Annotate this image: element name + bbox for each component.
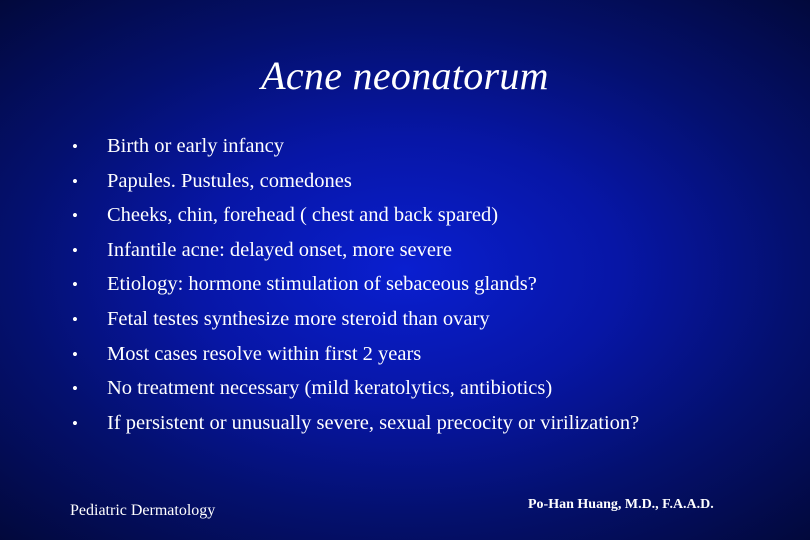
- bullet-marker: •: [72, 413, 78, 433]
- bullet-marker: •: [72, 240, 78, 260]
- bullet-text: No treatment necessary (mild keratolytics, antibiotics): [107, 377, 553, 400]
- bullet-item: [72, 337, 792, 372]
- bullet-text: Birth or early infancy: [107, 135, 285, 157]
- bullet-marker: •: [72, 309, 78, 329]
- bullet-marker: •: [72, 137, 78, 156]
- bullet-marker: •: [72, 275, 78, 295]
- bullet-item: [72, 267, 792, 302]
- bullet-item: [72, 129, 792, 164]
- bullet-text: Cheeks, chin, forehead ( chest and back spared): [107, 204, 499, 227]
- footer-course-name: Pediatric Dermatology: [70, 502, 216, 519]
- bullet-marker: •: [72, 379, 78, 399]
- footer-author: Po-Han Huang, M.D., F.A.A.D.: [528, 497, 714, 512]
- slide-title: Acne neonatorum: [261, 53, 549, 98]
- bullet-marker: •: [72, 344, 78, 364]
- bullet-text: Infantile acne: delayed onset, more severe: [107, 238, 452, 261]
- bullet-item: [72, 406, 792, 441]
- bullet-marker: •: [72, 171, 78, 191]
- bullet-item: [72, 164, 792, 199]
- bullet-item: [72, 233, 792, 268]
- bullet-list: [72, 129, 792, 440]
- bullet-text: If persistent or unusually severe, sexual precocity or virilization?: [107, 411, 640, 434]
- bullet-item: [72, 198, 792, 233]
- bullet-item: [72, 302, 792, 337]
- bullet-item: [72, 371, 792, 406]
- bullet-marker: •: [72, 206, 78, 226]
- bullet-text: Papules. Pustules, comedones: [107, 169, 352, 192]
- bullet-text: Fetal testes synthesize more steroid than ovary: [107, 307, 490, 330]
- bullet-text: Most cases resolve within first 2 years: [107, 342, 422, 365]
- bullet-text: Etiology: hormone stimulation of sebaceous glands?: [107, 273, 537, 296]
